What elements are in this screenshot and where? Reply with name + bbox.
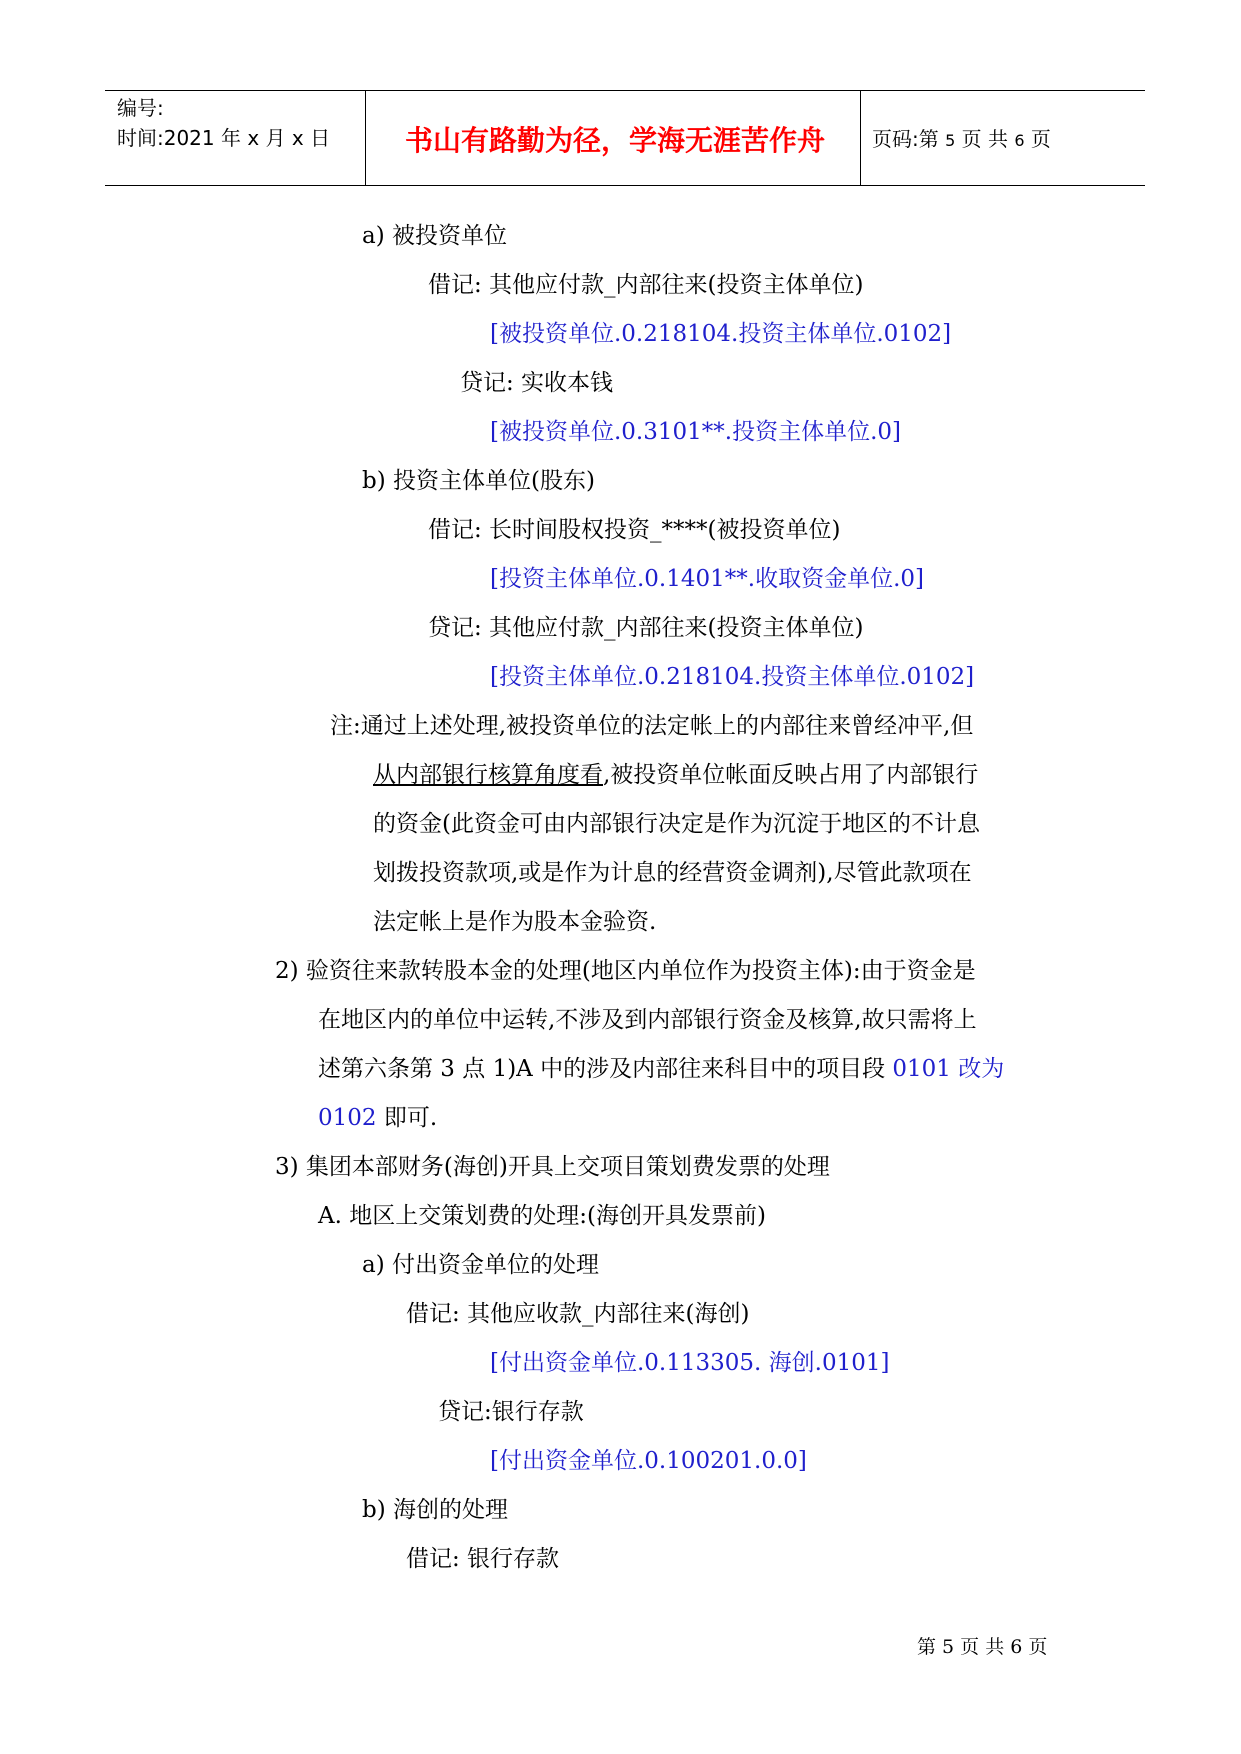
credit-line: 贷记:银行存款: [438, 1399, 584, 1425]
note-line: 法定帐上是作为股本金验资.: [373, 909, 657, 935]
account-code: [付出资金单位.0.113305. 海创.0101]: [490, 1350, 890, 1376]
page-footer: 第 5 页 共 6 页: [917, 1636, 1048, 1658]
item-b-investor: b) 投资主体单位(股东): [362, 468, 595, 494]
page-header: [105, 90, 1145, 186]
item-a-payer: a) 付出资金单位的处理: [362, 1252, 599, 1278]
section-2-title: 2) 验资往来款转股本金的处理(地区内单位作为投资主体):由于资金是: [275, 958, 976, 984]
section-2-text: [318, 1054, 1004, 1084]
section-2-text: [318, 1103, 437, 1133]
note-text: ,被投资单位帐面反映占用了内部银行: [603, 762, 979, 788]
header-page-number: [872, 123, 1051, 152]
header-time: 时间:2021 年 x 月 x 日: [117, 126, 331, 150]
debit-line: 借记: 其他应付款_内部往来(投资主体单位): [428, 272, 864, 298]
credit-line: 贷记: 其他应付款_内部往来(投资主体单位): [428, 615, 864, 641]
account-code: [投资主体单位.0.1401**.收取资金单位.0]: [490, 566, 924, 592]
section-3-title: 3) 集团本部财务(海创)开具上交项目策划费发票的处理: [275, 1154, 830, 1180]
subsection-a-title: A. 地区上交策划费的处理:(海创开具发票前): [318, 1203, 766, 1229]
section-2-text-blue: 0102: [318, 1105, 377, 1131]
section-2-text-blue: 0101 改为: [892, 1056, 1005, 1082]
note-line: 的资金(此资金可由内部银行决定是作为沉淀于地区的不计息: [373, 811, 980, 837]
item-a-investee: a) 被投资单位: [362, 223, 507, 249]
header-page-suffix: 页: [1030, 127, 1051, 151]
debit-line: 借记: 银行存款: [406, 1546, 560, 1572]
note-line: 划拨投资款项,或是作为计息的经营资金调剂),尽管此款项在: [373, 860, 972, 886]
header-page-mid: 页 共: [961, 127, 1009, 151]
header-page-prefix: 页码:第: [872, 127, 939, 151]
account-code: [被投资单位.0.3101**.投资主体单位.0]: [490, 419, 901, 445]
item-b-haichuang: b) 海创的处理: [362, 1497, 509, 1523]
note-line: 注:通过上述处理,被投资单位的法定帐上的内部往来曾经冲平,但: [330, 713, 974, 739]
header-meta: [117, 93, 330, 153]
section-2-text-plain: 即可.: [376, 1105, 438, 1131]
credit-line: 贷记: 实收本钱: [460, 370, 614, 396]
debit-line: 借记: 长时间股权投资_****(被投资单位): [428, 517, 841, 543]
header-divider-right: [860, 91, 861, 185]
header-page-total: 6: [1014, 131, 1025, 150]
header-number: 编号:: [117, 96, 164, 120]
account-code: [付出资金单位.0.100201.0.0]: [490, 1448, 807, 1474]
header-motto: 书山有路勤为径，学海无涯苦作舟: [404, 124, 825, 157]
section-2-text: 在地区内的单位中运转,不涉及到内部银行资金及核算,故只需将上: [318, 1007, 977, 1033]
account-code: [投资主体单位.0.218104.投资主体单位.0102]: [490, 664, 975, 690]
note-underlined-text: 从内部银行核算角度看: [373, 762, 603, 788]
header-page-current: 5: [945, 131, 956, 150]
account-code: [被投资单位.0.218104.投资主体单位.0102]: [490, 321, 952, 347]
debit-line: 借记: 其他应收款_内部往来(海创): [406, 1301, 750, 1327]
section-2-text-plain: 述第六条第 3 点 1)A 中的涉及内部往来科目中的项目段: [318, 1056, 893, 1082]
header-divider-left: [365, 91, 366, 185]
note-line: [373, 760, 978, 790]
